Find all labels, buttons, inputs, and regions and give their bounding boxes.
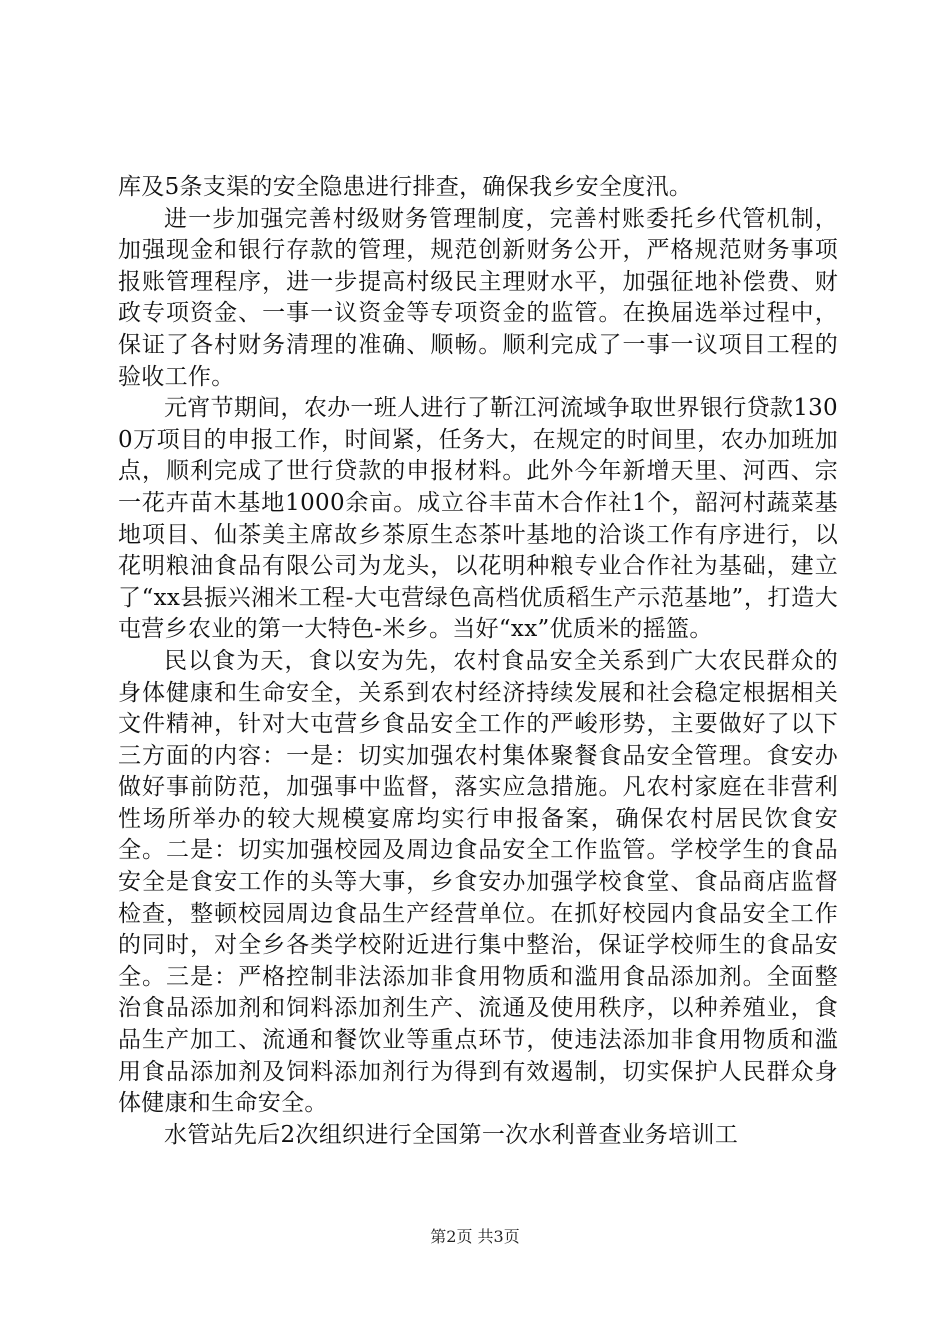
page-number-footer: 第2页 共3页 bbox=[430, 1227, 520, 1246]
paragraph-1: 库及5条支渠的安全隐患进行排查，确保我乡安全度汛。 bbox=[118, 174, 693, 200]
document-body bbox=[118, 172, 838, 1151]
paragraph-5: 水管站先后2次组织进行全国第一次水利普查业务培训工 bbox=[164, 1121, 739, 1148]
paragraph-2: 进一步加强完善村级财务管理制度，完善村账委托乡代管机制，加强现金和银行存款的管理，规范创新财务公开，严格规范财务事项报账管理程序，进一步提高村级民主理财水平，加强征地补偿费、财政专项资金、一事一议资金等专项资金的监管。在换届选举过程中，保证了各村财务清理的准确、顺畅。顺利完成了一事一议项目工程的验收工作。 bbox=[118, 205, 838, 390]
paragraph-4: 民以食为天，食以安为先，农村食品安全关系到广大农民群众的身体健康和生命安全，关系到农村经济持续发展和社会稳定根据相关文件精神，针对大屯营乡食品安全工作的严峻形势，主要做好了以下三方面的内容：一是：切实加强农村集体聚餐食品安全管理。食安办做好事前防范，加强事中监督，落实应急措施。凡农村家庭在非营利性场所举办的较大规模宴席均实行申报备案，确保农村居民饮食安全。二是：切实加强校园及周边食品安全工作监管。学校学生的食品安全是食安工作的头等大事，乡食安办加强学校食堂、食品商店监督检查，整顿校园周边食品生产经营单位。在抓好校园内食品安全工作的同时，对全乡各类学校附近进行集中整治，保证学校师生的食品安全。三是：严格控制非法添加非食用物质和滥用食品添加剂。全面整治食品添加剂和饲料添加剂生产、流通及使用秩序，以种养殖业，食品生产加工、流通和餐饮业等重点环节，使违法添加非食用物质和滥用食品添加剂及饲料添加剂行为得到有效遏制，切实保护人民群众身体健康和生命安全。 bbox=[118, 647, 838, 1117]
paragraph-3: 元宵节期间，农办一班人进行了靳江河流域争取世界银行贷款1300万项目的申报工作，时间紧，任务大，在规定的时间里，农办加班加点，顺利完成了世行贷款的申报材料。此外今年新增天里、河西、宗一花卉苗木基地1000余亩。成立谷丰苗木合作社1个，韶河村蔬菜基地项目、仙茶美主席故乡茶原生态茶叶基地的洽谈工作有序进行，以花明粮油食品有限公司为龙头，以花明种粮专业合作社为基础，建立了“xx县振兴湘米工程-大屯营绿色高档优质稻生产示范基地”，打造大屯营乡农业的第一大特色-米乡。当好“xx”优质米的摇篮。 bbox=[118, 395, 838, 643]
